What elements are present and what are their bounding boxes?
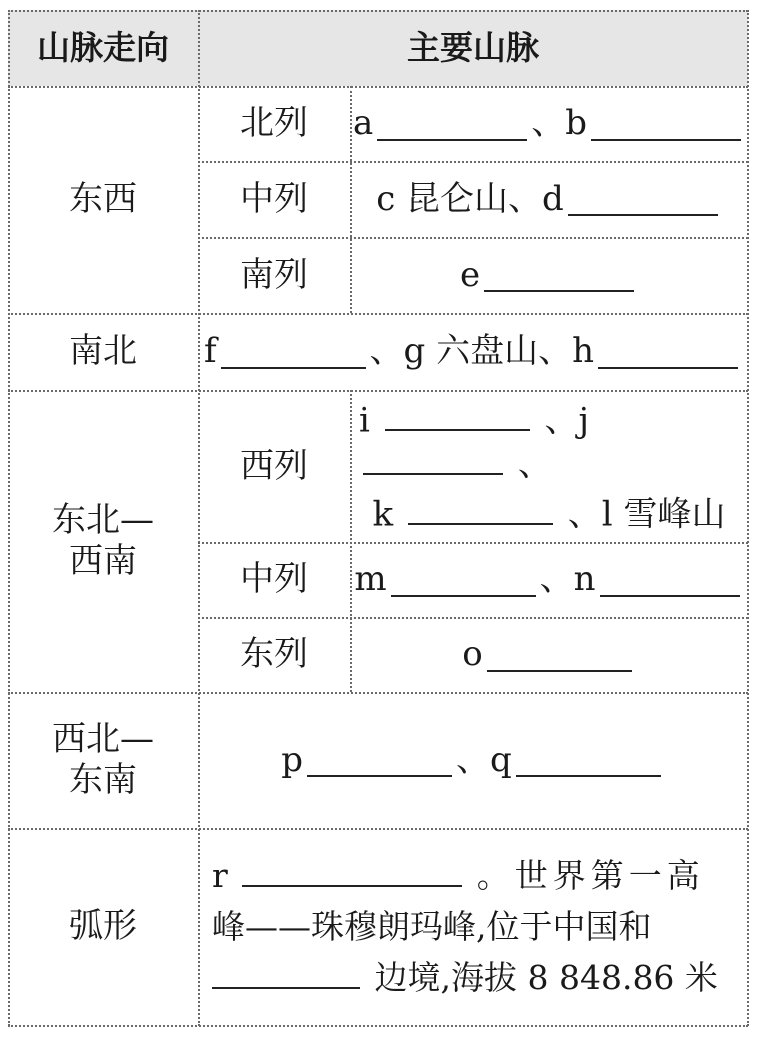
blank-p[interactable] (307, 743, 452, 777)
cell-northwest-southeast (198, 692, 748, 828)
blank-j[interactable] (363, 441, 503, 475)
blank-n[interactable] (600, 562, 740, 596)
letter-b: 、b (531, 103, 588, 144)
letter-g-h: 、g 六盘山、h (369, 331, 595, 372)
cell-north-row (350, 86, 748, 161)
letter-j: 、j (544, 400, 590, 441)
letter-q: 、q (456, 739, 512, 780)
label-north-row: 北列 (240, 103, 308, 144)
letter-c-d: c 昆仑山、d (376, 178, 564, 219)
cell-north-south (198, 313, 748, 390)
blank-d[interactable] (568, 182, 718, 216)
letter-i: i (359, 400, 370, 441)
arc-line1-tail: 。世界第一高 (476, 855, 705, 895)
letter-o: o (462, 634, 483, 675)
label-north-south: 南北 (69, 331, 137, 372)
label-nesw-middle-row: 中列 (240, 559, 308, 600)
label-nwse-line2: 东南 (69, 760, 137, 800)
blank-country[interactable] (212, 956, 360, 989)
header-mountains: 主要山脉 (407, 28, 539, 68)
label-northwest-southeast (8, 692, 198, 828)
arc-line1 (212, 850, 718, 901)
arc-line3 (212, 952, 718, 1003)
blank-b[interactable] (591, 106, 741, 140)
blank-f[interactable] (221, 334, 366, 368)
label-nwse-line1: 西北— (52, 719, 154, 760)
cell-south-row (350, 237, 748, 313)
blank-r[interactable] (242, 853, 462, 886)
cell-middle-row (350, 161, 748, 237)
label-nesw-line1: 东北— (52, 500, 154, 541)
letter-f: f (203, 331, 217, 372)
cell-east-row (350, 617, 748, 692)
letter-l: 、l 雪峰山 (567, 494, 726, 535)
header-direction: 山脉走向 (37, 28, 169, 68)
letter-m: m (354, 559, 387, 600)
cell-arc (212, 828, 742, 1025)
border-bottom (8, 1025, 748, 1027)
label-northeast-southwest (8, 390, 198, 692)
blank-o[interactable] (487, 637, 632, 671)
cell-west-row (350, 390, 748, 542)
west-row-line1 (359, 397, 739, 485)
label-south-row: 南列 (240, 254, 308, 295)
label-west-row: 西列 (240, 445, 308, 486)
letter-p: p (281, 739, 303, 780)
blank-h[interactable] (598, 334, 738, 368)
label-middle-row: 中列 (240, 178, 308, 219)
label-arc: 弧形 (69, 906, 137, 947)
blank-i[interactable] (385, 397, 530, 431)
west-row-line2 (359, 491, 739, 535)
cell-nesw-middle-row (350, 542, 748, 617)
comma: 、 (517, 444, 552, 485)
letter-k: k (372, 494, 394, 535)
letter-e: e (459, 254, 481, 295)
blank-q[interactable] (516, 743, 661, 777)
blank-a[interactable] (377, 106, 527, 140)
label-east-west: 东西 (69, 179, 137, 220)
label-east-row: 东列 (240, 634, 308, 675)
blank-e[interactable] (484, 258, 634, 292)
blank-m[interactable] (391, 562, 536, 596)
letter-a: a (352, 103, 374, 144)
letter-n: 、n (539, 559, 596, 600)
arc-line2: 峰——珠穆朗玛峰,位于中国和 (212, 906, 652, 946)
letter-r: r (212, 855, 228, 895)
blank-k[interactable] (408, 491, 553, 525)
arc-text (212, 850, 718, 1003)
label-nesw-line2: 西南 (69, 541, 137, 581)
arc-line3-tail: 边境,海拔 8 848.86 米 (374, 958, 718, 998)
